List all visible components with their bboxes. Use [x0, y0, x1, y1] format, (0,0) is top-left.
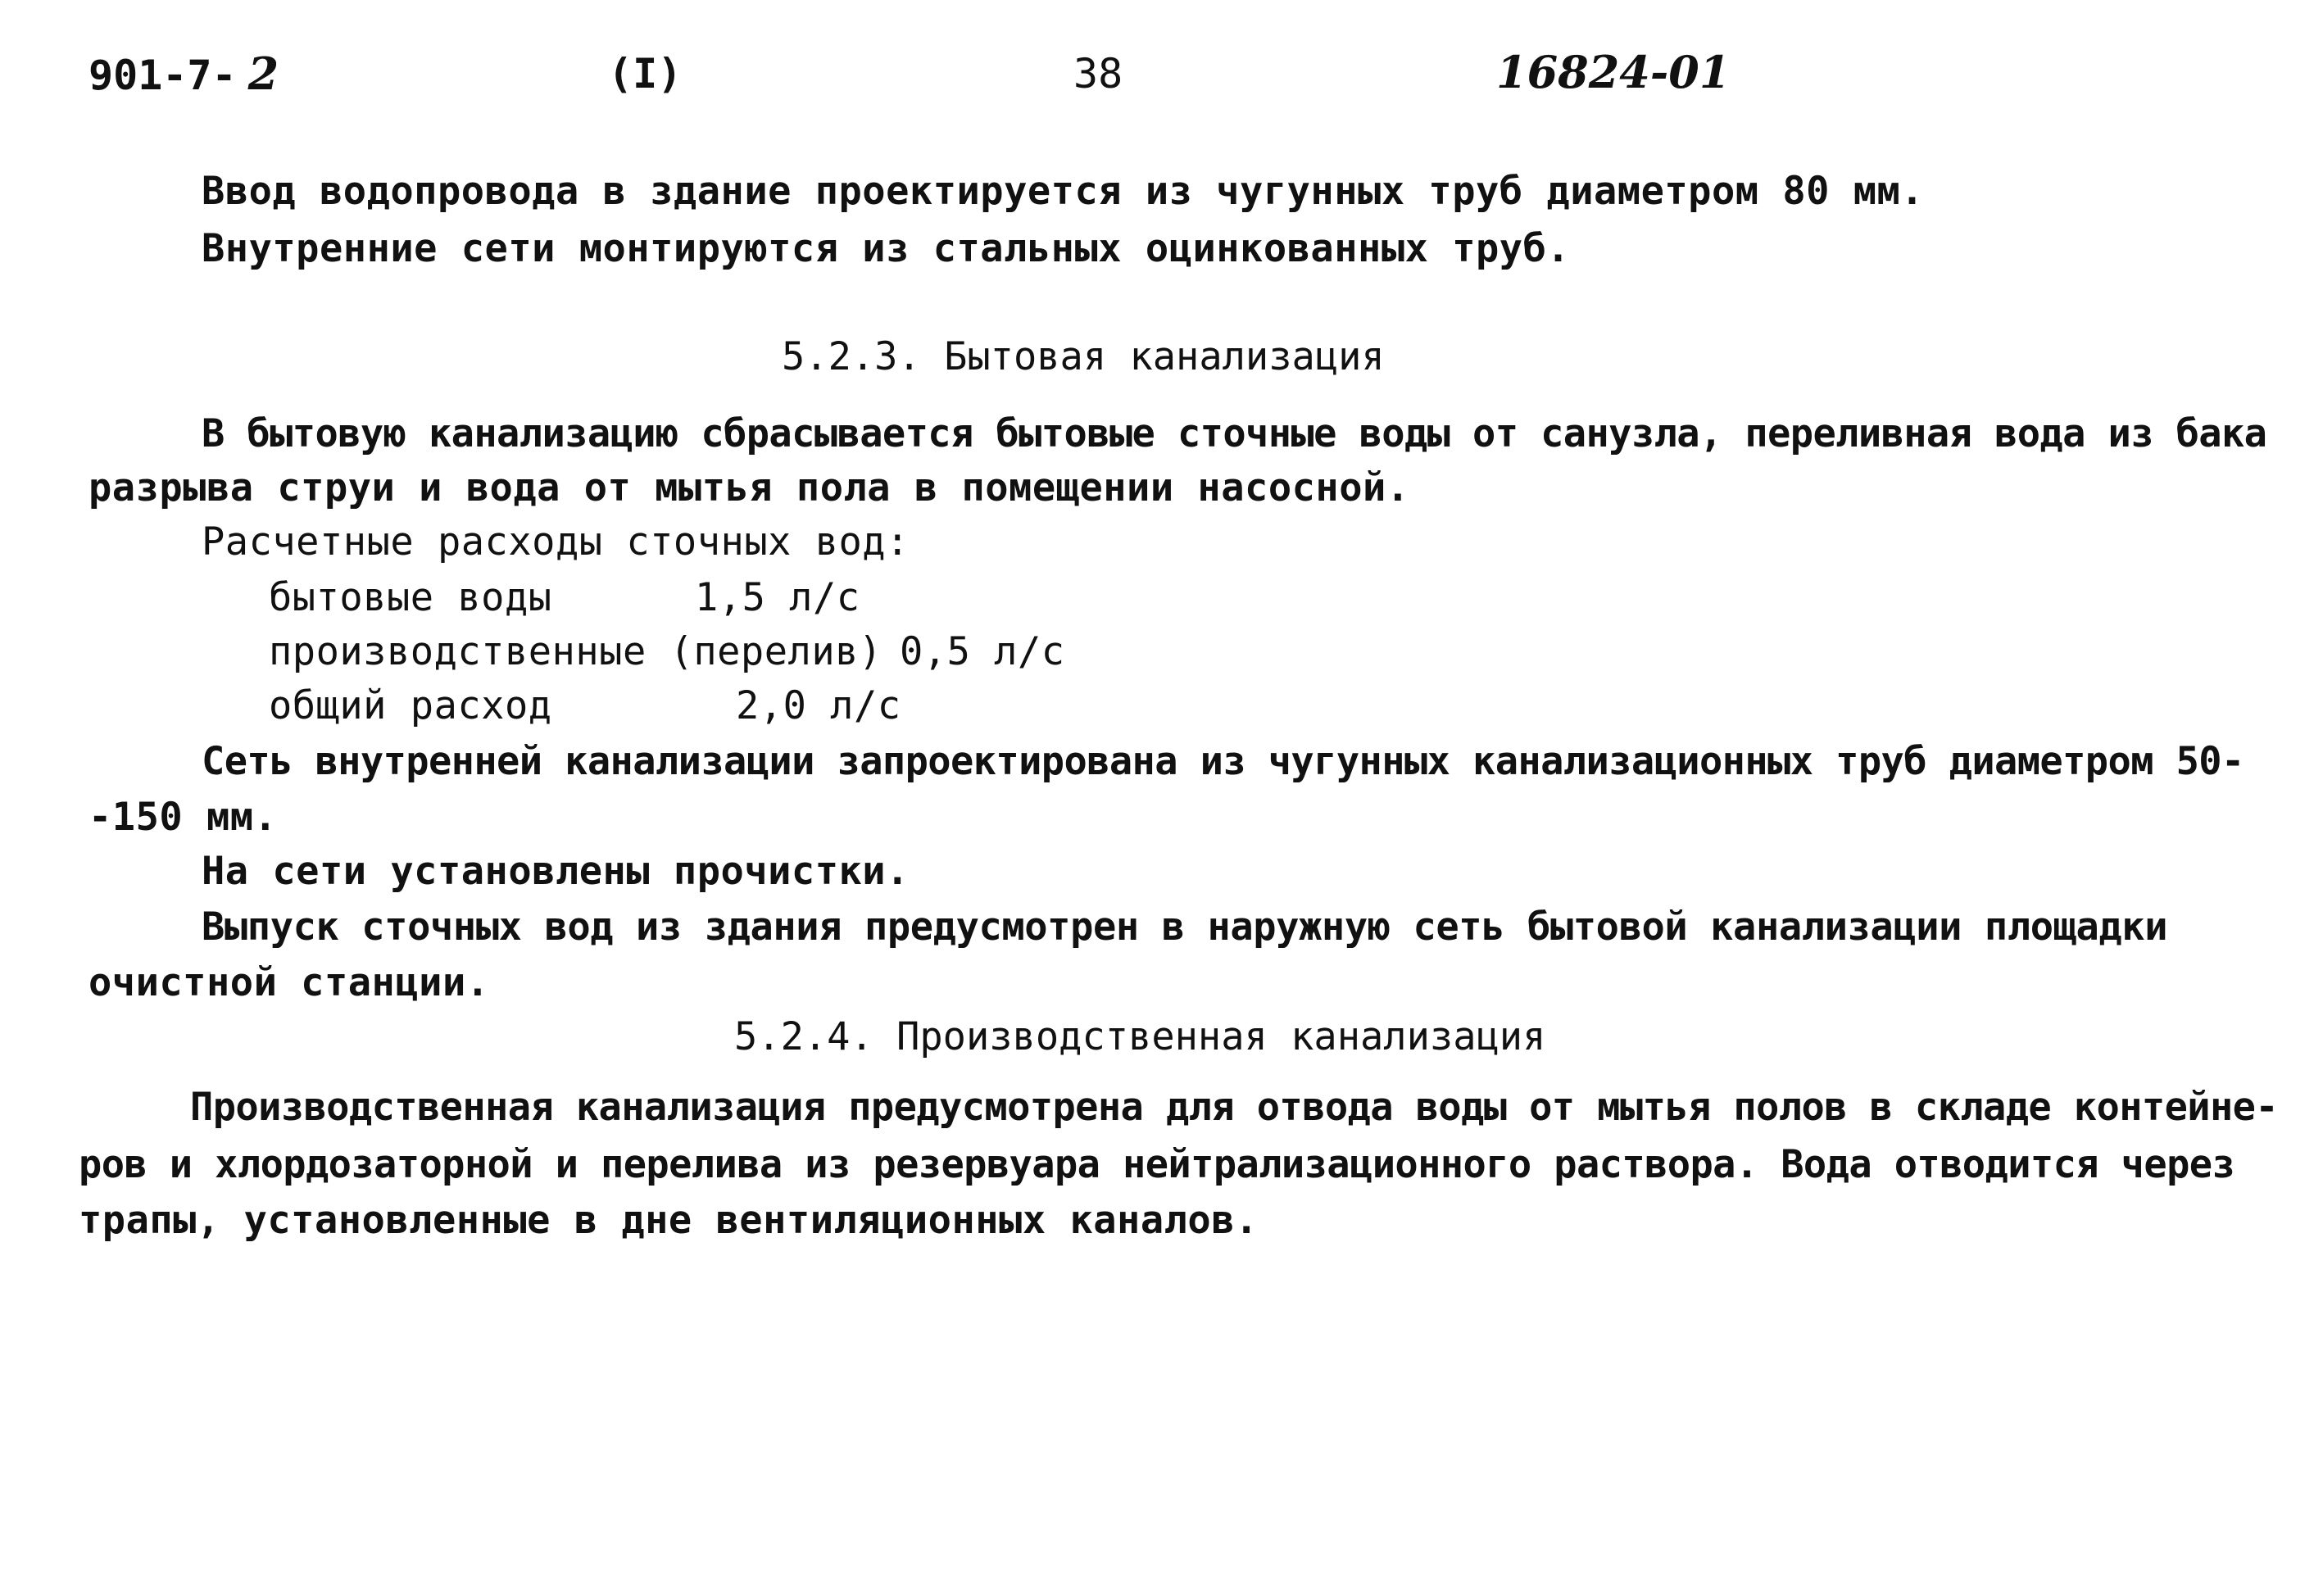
flows-title: Расчетные расходы сточных вод: [202, 519, 910, 564]
flow-label: производственные (перелив) [269, 629, 882, 674]
section-523-para4-line2: очистной станции. [88, 960, 490, 1005]
intro-line-1: Ввод водопровода в здание проектируется из чугунных труб диаметром 80 мм. [202, 169, 1925, 214]
flow-value: 1,5 л/с [695, 575, 860, 620]
section-524-para-line1: Производственная канализация предусмотрена для отвода воды от мытья полов в складе контейне- [190, 1085, 2279, 1130]
section-523-para1-line1: В бытовую канализацию сбрасывается бытовые сточные воды от санузла, переливная вода из бака [202, 411, 2267, 456]
flow-label: общий расход [269, 683, 552, 728]
section-523-para2-line1: Сеть внутренней канализации запроектирована из чугунных канализационных труб диаметром 50- [202, 739, 2244, 784]
section-523-para1-line2: разрыва струи и вода от мытья пола в помещении насосной. [88, 465, 1410, 510]
part-number: (I) [608, 50, 683, 97]
section-524-para-line3: трапы, установленные в дне вентиляционных каналов. [79, 1198, 1259, 1243]
section-523-para4-line1: Выпуск сточных вод из здания предусмотрен в наружную сеть бытовой канализации площадки [202, 905, 2168, 950]
flow-row-industrial [269, 628, 1065, 677]
doc-code-handwritten: 2 [247, 48, 279, 100]
archive-number: 16824-01 [1496, 46, 1731, 98]
section-523-para2-line2: -150 мм. [88, 795, 278, 840]
section-heading-524: 5.2.4. Производственная канализация [734, 1014, 1546, 1059]
section-523-para3: На сети установлены прочистки. [202, 849, 910, 894]
flow-label: бытовые воды [269, 575, 552, 620]
intro-line-2: Внутренние сети монтируются из стальных оцинкованных труб. [202, 226, 1571, 271]
flow-row-total [269, 682, 901, 731]
flow-row-household [269, 574, 860, 623]
doc-code [88, 48, 279, 102]
page-number: 38 [1073, 50, 1123, 97]
doc-code-printed: 901-7- [88, 52, 237, 99]
flow-value: 2,0 л/с [736, 683, 901, 728]
flow-value: 0,5 л/с [900, 629, 1065, 674]
section-524-para-line2: ров и хлордозаторной и перелива из резервуара нейтрализационного раствора. Вода отводится через [79, 1142, 2235, 1187]
section-heading-523: 5.2.3. Бытовая канализация [782, 334, 1385, 379]
